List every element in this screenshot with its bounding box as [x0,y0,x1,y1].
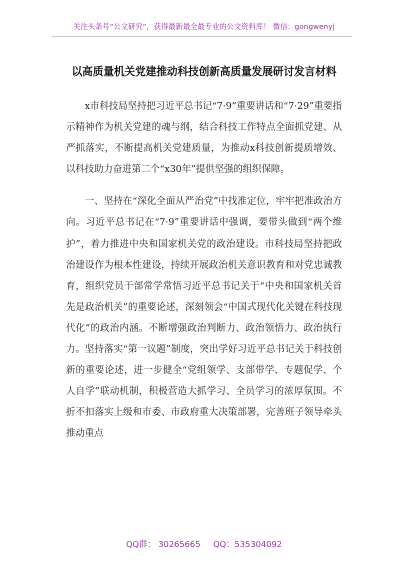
footer-contact [0,538,408,550]
body-paragraph-intro: x市科技局坚持把习近平总书记“7·9”重要讲话和“7·29”重要指示精神作为机关党建的魂与纲，结合科技工作特点全面抓党建、从严抓落实，不断提高机关党建质量，为推动x科技创新提质增效、以科技助力奋进第二个“x30年”提供坚强的组织保障。 [66,101,342,176]
header-divider [52,36,352,37]
document-title: 以高质量机关党建推动科技创新高质量发展研讨发言材料 [71,66,337,78]
footer-qq-group: QQ群： 30265665 [125,539,201,549]
header-promo-note: 关注头条号“公文研究”，获得最新最全最专业的公文资料库！ 微信：gongwenyj [73,22,335,31]
document-body [66,96,342,445]
body-paragraph-section-one: 一、坚持在“深化全面从严治党”中找准定位，牢牢把准政治方向。习近平总书记在“7·9”重要讲话中强调，要带头做到“两个维护”，着力推进中央和国家机关党的政治建设。市科技局坚持把政治建设作为根本性建设，持续开展政治机关意识教育和对党忠诚教育，组织党员干部常学常悟习近平总书记关于“中央和国家机关首先是政治机关”的重要论述，深刻领会“中国式现代化关键在科技现代化”的政治内涵。不断增强政治判断力、政治领悟力、政治执行力。坚持落实“第一议题”制度，突出学好习近平总书记关于科技创新的重要论述，进一步健全“党组领学、支部带学、专题促学、个人自学”联动机制，积极营造大抓学习、全员学习的浓厚氛围。不折不扣落实上级和市委、市政府重大决策部署，完善班子领导牵头推动重点 [66,196,342,440]
footer-qq-number: QQ：535304092 [213,539,283,549]
